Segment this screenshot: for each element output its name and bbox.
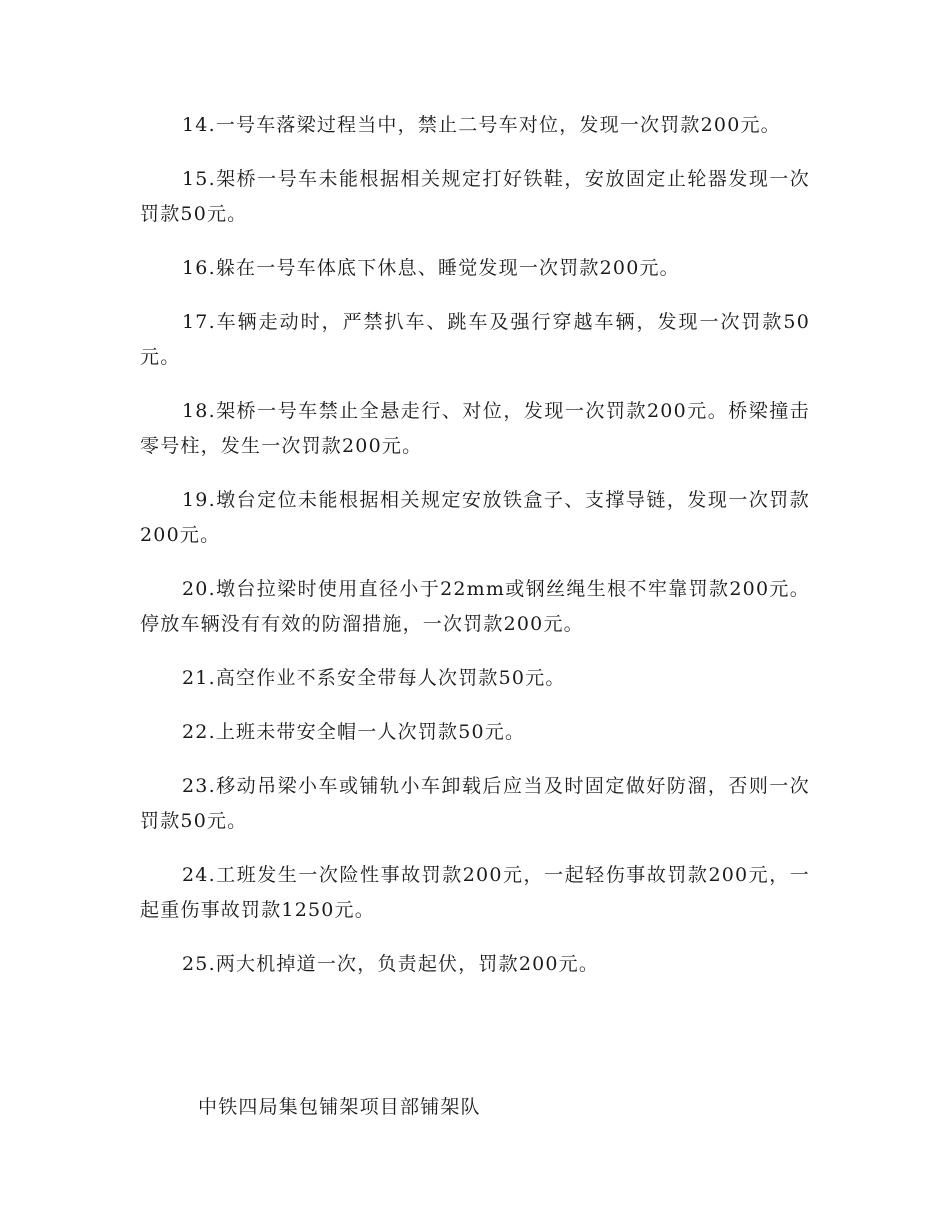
clause-14: 14.一号车落梁过程当中，禁止二号车对位，发现一次罚款200元。 — [182, 114, 781, 136]
clause-20: 20.墩台拉梁时使用直径小于22mm或钢丝绳生根不牢靠罚款200元。停放车辆没有有效的防溜措施，一次罚款200元。 — [140, 578, 810, 635]
clause-19: 19.墩台定位未能根据相关规定安放铁盒子、支撑导链，发现一次罚款200元。 — [140, 489, 810, 546]
clause-18: 18.架桥一号车禁止全悬走行、对位，发现一次罚款200元。桥梁撞击零号柱，发生一次罚款200元。 — [140, 400, 810, 457]
clause-21: 21.高空作业不系安全带每人次罚款50元。 — [182, 667, 566, 689]
clause-25: 25.两大机掉道一次，负责起伏，罚款200元。 — [182, 953, 600, 975]
clause-17: 17.车辆走动时，严禁扒车、跳车及强行穿越车辆，发现一次罚款50元。 — [140, 311, 810, 368]
clause-15: 15.架桥一号车未能根据相关规定打好铁鞋，安放固定止轮器发现一次罚款50元。 — [140, 168, 810, 225]
penalty-clause-list — [140, 108, 810, 1001]
clause-24: 24.工班发生一次险性事故罚款200元，一起轻伤事故罚款200元，一起重伤事故罚款1250元。 — [140, 864, 810, 921]
clause-22: 22.上班未带安全帽一人次罚款50元。 — [182, 721, 526, 743]
clause-16: 16.躲在一号车体底下休息、睡觉发现一次罚款200元。 — [182, 257, 680, 279]
signature-organization: 中铁四局集包铺架项目部铺架队 — [198, 1096, 481, 1118]
clause-23: 23.移动吊梁小车或铺轨小车卸载后应当及时固定做好防溜，否则一次罚款50元。 — [140, 775, 810, 832]
